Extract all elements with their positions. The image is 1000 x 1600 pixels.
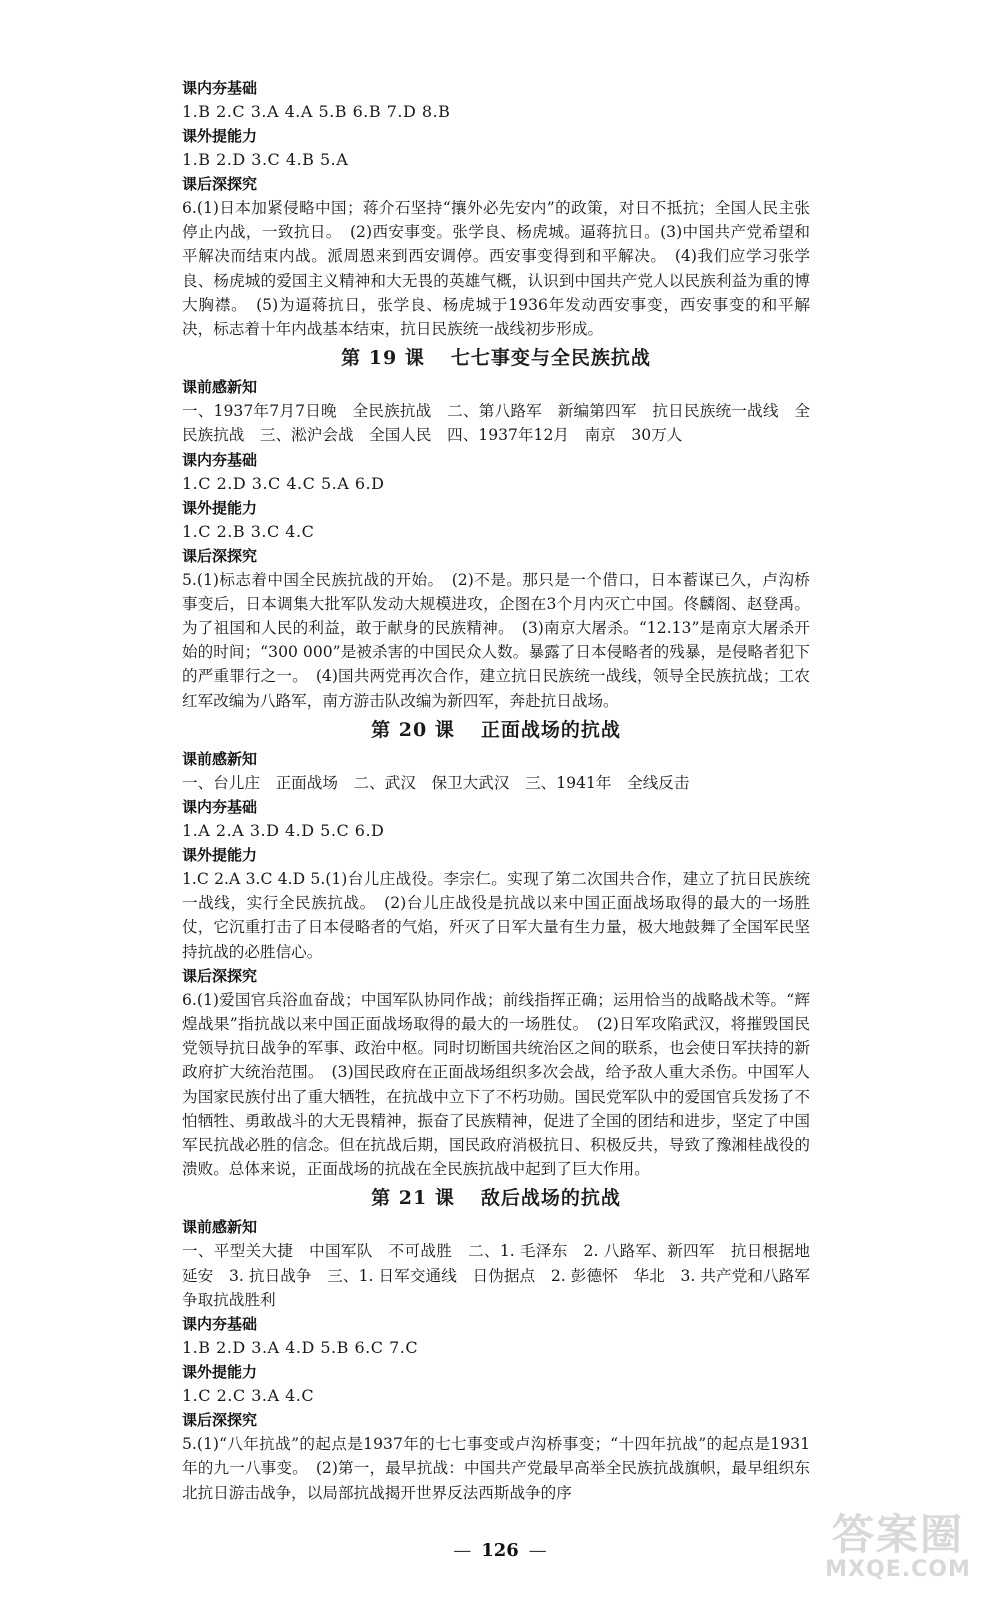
lesson-title <box>182 713 810 747</box>
answer-line: 1.B 2.D 3.C 4.B 5.A <box>182 150 349 169</box>
answer-line: 1.B 2.D 3.A 4.D 5.B 6.C 7.C <box>182 1338 419 1358</box>
lesson-title <box>182 341 810 375</box>
lesson-number: 第 21 课 <box>371 1187 455 1210</box>
section-heading: 课外提能力 <box>182 1363 258 1382</box>
answer-line: 1.B 2.C 3.A 4.A 5.B 6.B 7.D 8.B <box>182 102 451 121</box>
section-heading: 课外提能力 <box>182 846 258 865</box>
section-heading: 课内夯基础 <box>182 798 258 817</box>
answer-paragraph: 5.(1)标志着中国全民族抗战的开始。 (2)不是。那只是一个借口，日本蓄谋已久，卢沟桥事变后，日本调集大批军队发动大规模进攻，企图在3个月内灭亡中国。佟麟阁、赵登禹。为了祖国和人民的利益，敢于献身的民族精神。 (3)南京大屠杀。“12.13”是南京大屠杀开始的时间；“300 000”是被杀害的中国民众人数。暴露了日本侵略者的残暴，是侵略者犯下的严重罪行之一。 (4)国共两党再次合作，建立抗日民族统一战线，领导全民族抗战；工农红军改编为八路军，南方游击队改编为新四军，奔赴抗日战场。 <box>182 570 810 710</box>
answer-line: 1.C 2.D 3.C 4.C 5.A 6.D <box>182 473 385 493</box>
answer-paragraph: 一、1937年7月7日晚 全民族抗战 二、第八路军 新编第四军 抗日民族统一战线 全民族抗战 三、淞沪会战 全国人民 四、1937年12月 南京 30万人 <box>182 402 810 445</box>
watermark-url: MXQE.COM <box>825 1557 971 1582</box>
section-heading: 课前感新知 <box>182 1218 258 1237</box>
section-heading: 课后深探究 <box>182 966 258 985</box>
answer-line: 1.C 2.B 3.C 4.C <box>182 521 315 541</box>
lesson-19 <box>182 341 810 713</box>
lesson-21 <box>182 1181 826 1504</box>
section-heading: 课后深探究 <box>182 175 258 193</box>
lesson-title <box>182 1181 810 1215</box>
answer-paragraph: 1.C 2.A 3.C 4.D 5.(1)台儿庄战役。李宗仁。实现了第二次国共合作，建立了抗日民族统一战线，实行全民族抗战。 (2)台儿庄战役是抗战以来中国正面战场取得的最大的一场胜仗，它沉重打击了日本侵略者的气焰，歼灭了日军大量有生力量，极大地鼓舞了全国军民坚持抗战的必胜信心。 <box>182 870 810 961</box>
page-number-value: 126 <box>481 1540 519 1561</box>
section-heading: 课内夯基础 <box>182 1315 258 1334</box>
answer-paragraph: 一、台儿庄 正面战场 二、武汉 保卫大武汉 三、1941年 全线反击 <box>182 773 690 792</box>
answer-paragraph: 6.(1)爱国官兵浴血奋战；中国军队协同作战；前线指挥正确；运用恰当的战略战术等。“辉煌战果”指抗战以来中国正面战场取得的最大的一场胜仗。 (2)日军攻陷武汉，将摧毁国民党领导抗日战争的军事、政治中枢。同时切断国共统治区之间的联系，也会使日军扶持的新政府扩大统治范围。 (3)国民政府在正面战场组织多次会战，给予敌人重大杀伤。中国军人为国家民族付出了重大牺牲，在抗战中立下了不朽功勋。国民党军队中的爱国官兵发扬了不怕牺牲、勇敢战斗的大无畏精神，振奋了民族精神，促进了全国的团结和进步，坚定了中国军民抗战必胜的信念。但在抗战后期，国民政府消极抗日、积极反共，导致了豫湘桂战役的溃败。总体来说，正面战场的抗战在全民族抗战中起到了巨大作用。 <box>182 990 810 1179</box>
lesson-name: 敌后战场的抗战 <box>480 1187 621 1210</box>
section-heading: 课内夯基础 <box>182 79 258 97</box>
lesson-number: 第 19 课 <box>341 347 425 370</box>
answer-page <box>182 76 826 1505</box>
lesson-name: 七七事变与全民族抗战 <box>450 347 651 370</box>
page-number-dash-right: — <box>528 1540 547 1561</box>
answer-paragraph: 一、平型关大捷 中国军队 不可战胜 二、1. 毛泽东 2. 八路军、新四军 抗日根据地 延安 3. 抗日战争 三、1. 日军交通线 日伪据点 2. 彭德怀 华北 3. 共产党和八路军 争取抗战胜利 <box>182 1242 826 1309</box>
lesson-name: 正面战场的抗战 <box>480 718 621 741</box>
watermark-text: 答案圈 <box>831 1510 964 1559</box>
lesson-number: 第 20 课 <box>371 718 455 741</box>
answer-line: 1.C 2.C 3.A 4.C <box>182 1386 315 1406</box>
page-number-dash-left: — <box>453 1540 472 1561</box>
section-heading: 课前感新知 <box>182 749 258 768</box>
section-heading: 课后深探究 <box>182 546 258 565</box>
section-heading: 课外提能力 <box>182 498 258 517</box>
section-heading: 课内夯基础 <box>182 450 258 469</box>
watermark-logo <box>818 1512 978 1582</box>
section-heading: 课后深探究 <box>182 1411 258 1430</box>
lesson-20 <box>182 713 810 1182</box>
top-section <box>182 76 810 341</box>
answer-paragraph: 5.(1)“八年抗战”的起点是1937年的七七事变或卢沟桥事变；“十四年抗战”的起点是1931年的九一八事变。 (2)第一，最早抗战：中国共产党最早高举全民族抗战旗帜，最早组织东北抗日游击战争，以局部抗战揭开世界反法西斯战争的序 <box>182 1435 810 1502</box>
section-heading: 课外提能力 <box>182 127 258 145</box>
section-heading: 课前感新知 <box>182 378 258 397</box>
answer-line: 1.A 2.A 3.D 4.D 5.C 6.D <box>182 821 385 841</box>
answer-paragraph: 6.(1)日本加紧侵略中国；蒋介石坚持“攘外必先安内”的政策，对日不抵抗；全国人民主张停止内战，一致抗日。 (2)西安事变。张学良、杨虎城。逼蒋抗日。(3)中国共产党希望和平解决而结束内战。派周恩来到西安调停。西安事变得到和平解决。 (4)我们应学习张学良、杨虎城的爱国主义精神和大无畏的英雄气概，认识到中国共产党人以民族利益为重的博大胸襟。 (5)为逼蒋抗日，张学良、杨虎城于1936年发动西安事变，西安事变的和平解决，标志着十年内战基本结束，抗日民族统一战线初步形成。 <box>182 199 810 339</box>
